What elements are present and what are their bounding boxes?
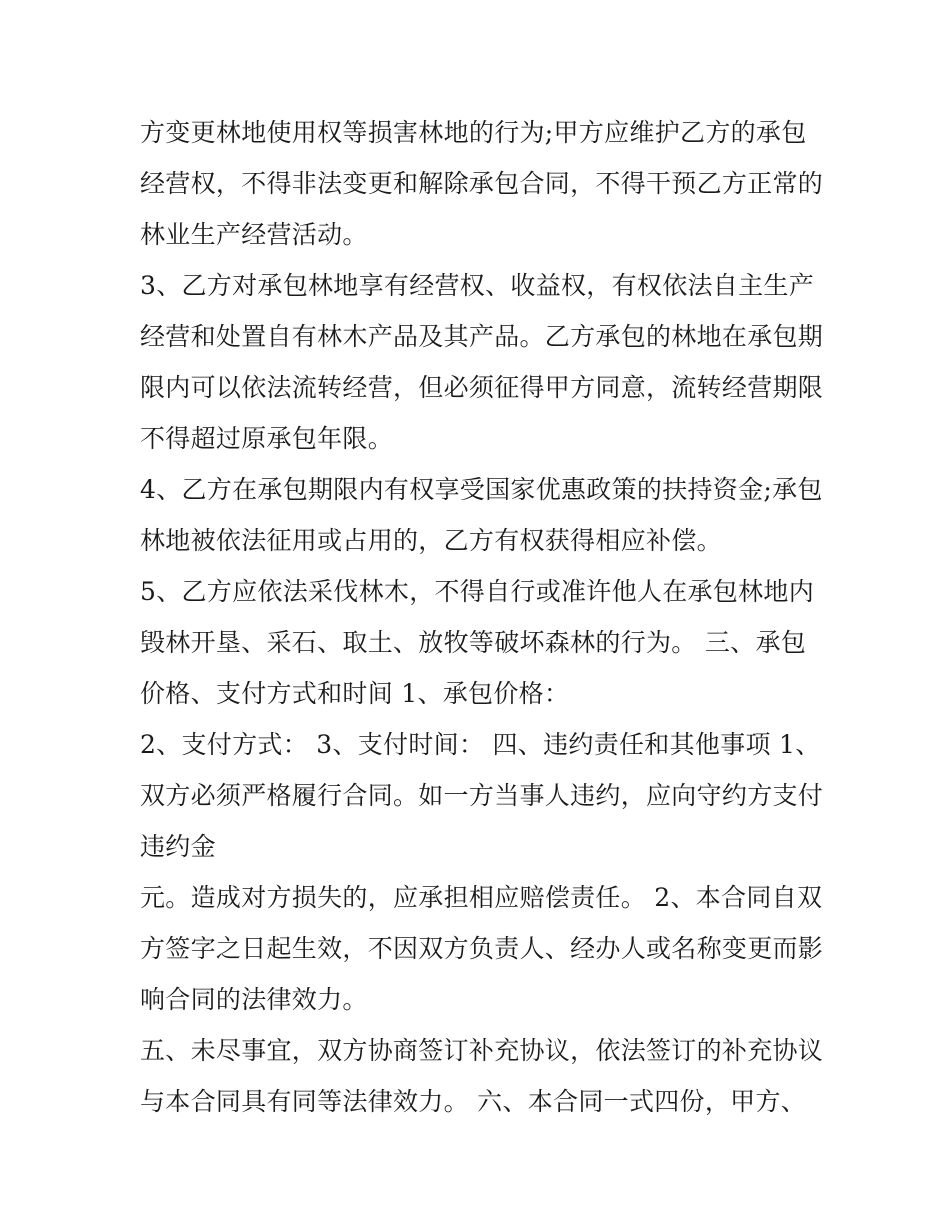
text-line: 方签字之日起生效，不因双方负责人、经办人或名称变更而影 [140,934,824,963]
clause-3-line: 3、乙方对承包林地享有经营权、收益权，有权依法自主生产 [140,271,815,300]
text-line: 方变更林地使用权等损害林地的行为;甲方应维护乙方的承包 [140,118,807,147]
text-line: 林地被依法征用或占用的，乙方有权获得相应补偿。 [140,526,722,555]
text-line: 不得超过原承包年限。 [140,424,394,453]
text-line: 响合同的法律效力。 [140,985,368,1014]
text-line: 与本合同具有同等法律效力。 六、本合同一式四份，甲方、 [140,1087,807,1116]
clause-4-line: 4、乙方在承包期限内有权享受国家优惠政策的扶持资金;承包 [140,475,823,504]
text-line: 限内可以依法流转经营，但必须征得甲方同意，流转经营期限 [140,373,824,402]
clause-five-line: 五、未尽事宜，双方协商签订补充协议，依法签订的补充协议 [140,1036,824,1065]
clause-5-line: 5、乙方应依法采伐林木，不得自行或准许他人在承包林地内 [140,577,815,606]
text-line: 林业生产经营活动。 [140,220,368,249]
contract-body [140,107,824,1127]
text-line: 价格、支付方式和时间 1、承包价格： [140,679,570,708]
text-line: 双方必须严格履行合同。如一方当事人违约，应向守约方支付 [140,781,824,810]
text-line: 经营权，不得非法变更和解除承包合同，不得干预乙方正常的 [140,169,824,198]
text-line: 毁林开垦、采石、取土、放牧等破坏森林的行为。 三、承包 [140,628,807,657]
text-line: 经营和处置自有林木产品及其产品。乙方承包的林地在承包期 [140,322,824,351]
text-line: 元。造成对方损失的，应承担相应赔偿责任。 2、本合同自双 [140,883,823,912]
text-line: 违约金 [140,832,216,861]
text-line: 2、支付方式： 3、支付时间： 四、违约责任和其他事项 1、 [140,730,821,759]
